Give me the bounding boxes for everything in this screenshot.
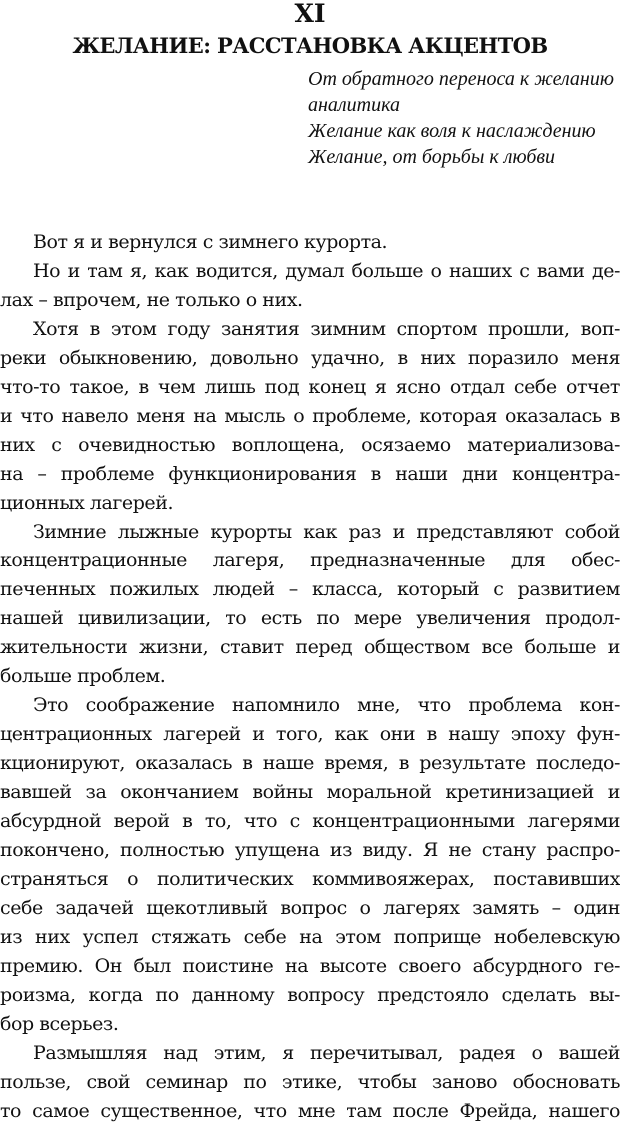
text-line: Это соображение напомнило мне, что проблема кон-: [33, 694, 620, 717]
text-line: бор всерьез.: [0, 1012, 119, 1035]
text-line: центрационных лагерей и того, как они в нашу эпоху фун-: [0, 723, 620, 746]
text-line: что-то такое, в чем лишь под конец я ясно отдал себе отчет: [0, 375, 620, 398]
text-line: лах – впрочем, не только о них.: [0, 288, 303, 311]
text-line: Вот я и вернулся с зимнего курорта.: [33, 231, 388, 253]
text-line: вавшей за окончанием войны моральной кретинизацией и: [0, 781, 620, 804]
paragraph: [0, 691, 620, 1038]
paragraph: [0, 228, 620, 257]
text-line: Но и там я, как водится, думал больше о наших с вами де-: [33, 259, 620, 282]
epigraph-line: Желание, от борьбы к любви: [308, 146, 556, 168]
chapter-title: ЖЕЛАНИЕ: РАССТАНОВКА АКЦЕНТОВ: [72, 33, 548, 58]
text-line: них с очевидностью воплощена, осязаемо материализова-: [0, 433, 620, 456]
text-line: из них успел стяжать себе на этом поприще нобелевскую: [0, 925, 620, 948]
epigraph-line: От обратного переноса к желанию: [308, 68, 614, 90]
text-line: нашей цивилизации, то есть по мере увеличения продол-: [0, 607, 620, 630]
text-line: Размышляя над этим, я перечитывал, радея о вашей: [33, 1041, 620, 1064]
text-line: страняться о политических коммивояжерах, поставивших: [0, 867, 620, 890]
text-line: Хотя в этом году занятия зимним спортом прошли, воп-: [33, 317, 620, 340]
body-text: [0, 228, 620, 1126]
paragraph: [0, 518, 620, 692]
text-line: жительности жизни, ставит перед обществом все больше и: [0, 636, 620, 659]
text-line: и что навело меня на мысль о проблеме, которая оказалась в: [0, 404, 620, 427]
epigraph-line: Желание как воля к наслаждению: [308, 120, 596, 142]
paragraph: [0, 1039, 620, 1126]
text-line: то самое существенное, что мне там после Фрейда, нашего: [0, 1099, 620, 1122]
text-line: Зимние лыжные курорты как раз и представляют собой: [33, 520, 620, 543]
text-line: себе задачей щекотливый вопрос о лагерях замять – один: [0, 896, 620, 919]
text-line: кционируют, оказалась в наше время, в результате последо-: [0, 752, 620, 775]
paragraph: [0, 315, 620, 518]
epigraph-line: аналитика: [308, 94, 400, 116]
text-line: больше проблем.: [0, 665, 166, 688]
paragraph: [0, 257, 620, 315]
epigraph: [308, 66, 620, 170]
text-line: абсурдной верой в то, что с концентрационными лагерями: [0, 810, 620, 833]
text-line: концентрационные лагеря, предназначенные для обес-: [0, 549, 620, 572]
text-line: реки обыкновению, довольно удачно, в них поразило меня: [0, 346, 620, 369]
text-line: пользе, свой семинар по этике, чтобы заново обосновать: [0, 1070, 620, 1093]
chapter-number: XI: [294, 0, 326, 28]
text-line: премию. Он был поистине на высоте своего абсурдного ге-: [0, 954, 620, 977]
text-line: печенных пожилых людей – класса, который с развитием: [0, 578, 620, 601]
text-line: роизма, когда по данному вопросу предстояло сделать вы-: [0, 983, 620, 1006]
text-line: на – проблеме функционирования в наши дни концентра-: [0, 462, 620, 485]
text-line: покончено, полностью упущена из виду. Я не стану распро-: [0, 839, 620, 862]
text-line: ционных лагерей.: [0, 491, 174, 514]
